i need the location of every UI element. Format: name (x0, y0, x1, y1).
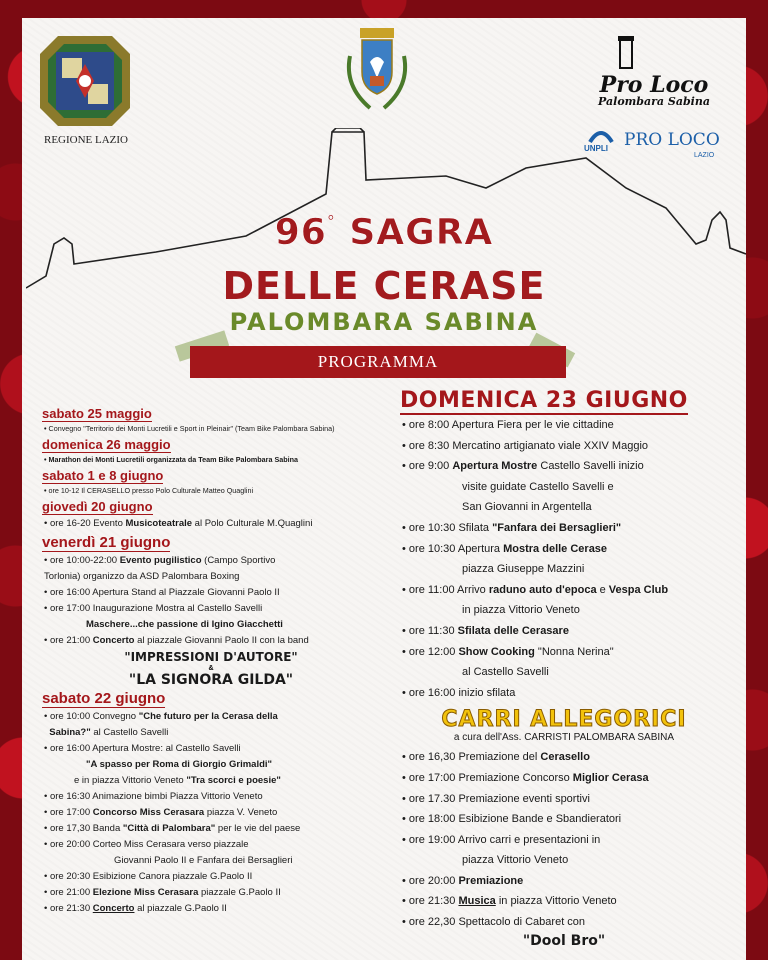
day-header: giovedì 20 giugno (42, 499, 153, 514)
event-item: • ore 18:00 Esibizione Bande e Sbandieratori (402, 813, 622, 826)
regione-lazio-label: REGIONE LAZIO (43, 134, 128, 146)
event-item: • ore 8:00 Apertura Fiera per le vie cittadine (402, 419, 614, 431)
event-item: • ore 16:00 Apertura Stand al Piazzale Giovanni Paolo II (44, 587, 280, 598)
event-item: • ore 20:00 Corteo Miss Cerasara verso piazzale Giovanni Paolo II e Fanfara dei Bersaglieri (44, 839, 293, 866)
event-item: • ore 17.30 Premiazione eventi sportivi (402, 792, 590, 805)
event-item: • ore 20:30 Esibizione Canora piazzale G.Paolo II (44, 871, 253, 882)
event-item: • ore 9:00 Apertura Mostre Castello Savelli inizio visite guidate Castello Savelli e San Giovanni in Argentella (402, 460, 644, 514)
event-item: • ore 17:00 Premiazione Concorso Miglior Cerasa (402, 771, 649, 784)
event-item: • ore 19:00 Arrivo carri e presentazioni in piazza Vittorio Veneto (402, 833, 601, 867)
proloco-region: LAZIO (694, 152, 715, 159)
event-item: • ore 17:00 Concorso Miss Cerasara piazza V. Veneto (44, 807, 278, 818)
event-item: • ore 8:30 Mercatino artigianato viale XXIV Maggio (402, 439, 648, 452)
event-item: • ore 16:00 Apertura Mostre: al Castello Savelli "A spasso per Roma di Giorgio Grimaldi" e in piazza Vittorio Veneto "Tra scorci e poesie" (44, 743, 281, 786)
band-name-2: "LA SIGNORA GILDA" (128, 672, 294, 688)
event-item: • ore 17:00 Inaugurazione Mostra al Castello Savelli Maschere...che passione di Igino Giacchetti (44, 603, 283, 630)
event-item: • ore 21:00 Elezione Miss Cerasara piazzale G.Paolo II (44, 887, 281, 898)
event-item: • ore 16,30 Premiazione del Cerasello (402, 751, 590, 764)
cabaret-name: "Dool Bro" (522, 932, 606, 949)
proloco-tower-icon (590, 36, 718, 70)
carri-organizer: a cura dell'Ass. CARRISTI PALOMBARA SABINA (453, 732, 675, 744)
edition-number: 96 (274, 212, 327, 253)
day-header: venerdì 21 giugno (42, 534, 171, 551)
event-item: • ore 11:30 Sfilata delle Cerasare (402, 624, 569, 637)
event-item: • ore 11:00 Arrivo raduno auto d'epoca e Vespa Club in piazza Vittorio Veneto (402, 583, 669, 617)
programma-banner (190, 346, 566, 378)
program-right-column (394, 388, 734, 949)
carri-allegorici-title: CARRI ALLEGORICI (441, 707, 687, 733)
proloco-brand: PRO LOCO (624, 130, 720, 150)
sunday-header: DOMENICA 23 GIUGNO (400, 388, 688, 413)
festival-town: PALOMBARA SABINA (229, 308, 539, 336)
event-item: • ore 17,30 Banda "Città di Palombara" per le vie del paese (44, 823, 301, 834)
festival-title-line2: DELLE CERASE (222, 264, 546, 308)
event-item: • ore 10-12 Il CERASELLO presso Polo Culturale Matteo Quaglini (44, 486, 254, 495)
unpli-label: UNPLI (584, 144, 608, 153)
title-sagra: SAGRA (349, 212, 494, 253)
event-item: • ore 22,30 Spettacolo di Cabaret con (402, 916, 586, 929)
day-header: sabato 1 e 8 giugno (42, 468, 164, 483)
event-item: • ore 10:30 Sfilata "Fanfara dei Bersaglieri" (402, 521, 622, 534)
day-header: sabato 25 maggio (42, 406, 152, 421)
municipal-coat-of-arms (340, 26, 414, 118)
program-left-column (38, 404, 384, 917)
edition-degree: ° (326, 212, 336, 231)
regione-lazio-logo (38, 34, 132, 128)
day-header: sabato 22 giugno (42, 690, 166, 707)
event-item: • ore 21:30 Concerto al piazzale G.Paolo II (44, 903, 227, 914)
event-item: • ore 10:30 Apertura Mostra delle Cerase piazza Giuseppe Mazzini (402, 542, 608, 576)
event-item: • ore 12:00 Show Cooking "Nonna Nerina" al Castello Savelli (402, 645, 614, 679)
event-item: • ore 21:00 Concerto al piazzale Giovanni Paolo II con la band (44, 635, 309, 646)
day-header: domenica 26 maggio (42, 437, 171, 452)
event-item: • ore 21:30 Musica in piazza Vittorio Veneto (402, 895, 617, 908)
programma-label: PROGRAMMA (317, 352, 439, 371)
proloco-name: Pro Loco (599, 72, 709, 98)
proloco-subname: Palombara Sabina (598, 95, 710, 108)
event-item: • ore 16-20 Evento Musicoteatrale al Polo Culturale M.Quaglini (44, 518, 313, 529)
event-item: • Marathon dei Monti Lucretili organizzata da Team Bike Palombara Sabina (44, 455, 299, 464)
band-name-1: "IMPRESSIONI D'AUTORE" (124, 650, 298, 664)
event-item: • ore 10:00-22:00 Evento pugilistico (Campo Sportivo Torlonia) organizzo da ASD Palombara Boxing (44, 555, 276, 582)
event-item: • ore 16:00 inizio sfilata (402, 686, 516, 699)
event-item: • ore 10:00 Convegno "Che futuro per la Cerasa della Sabina?" al Castello Savelli (44, 711, 278, 738)
festival-title-line1 (0, 212, 768, 253)
event-item: • ore 20:00 Premiazione (402, 874, 524, 887)
ampersand: & (208, 665, 214, 672)
event-item: • ore 16:30 Animazione bimbi Piazza Vittorio Veneto (44, 791, 263, 802)
proloco-logo (590, 36, 718, 108)
event-item: • Convegno "Territorio dei Monti Lucretili e Sport in Pleinair" (Team Bike Palombara Sabina) (44, 424, 335, 433)
